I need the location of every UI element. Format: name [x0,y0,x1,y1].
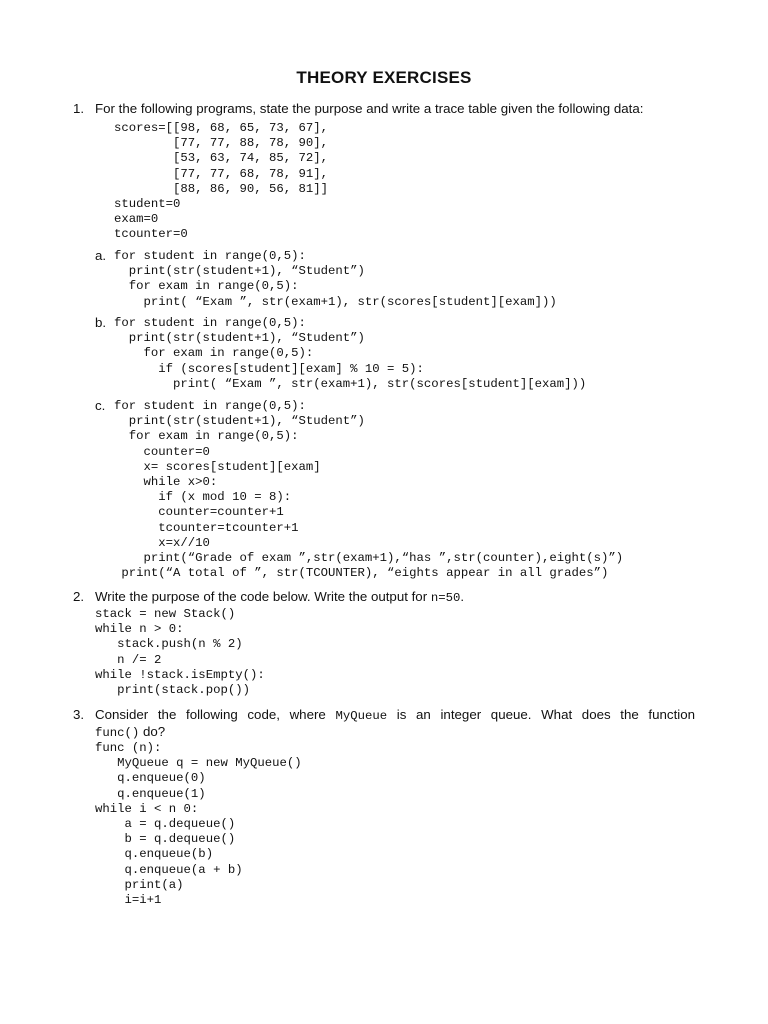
question-3-prompt-line-2 [95,724,165,741]
question-1a-label: a. [95,248,107,263]
question-2-period: . [460,589,465,604]
question-3-prompt-after: is an integer queue. What does the function [387,707,696,722]
question-1c-label: c. [95,398,106,413]
question-1-data-code: scores=[[98, 68, 65, 73, 67], [77, 77, 88, 78, 90], [53, 63, 74, 85, 72], [77, 77, 68, 78, 91], [88, 86, 90, 56, 81]] student=0 exam=0 tcounter=0 [114,121,329,242]
question-1-prompt: For the following programs, state the purpose and write a trace table given the following data: [95,101,644,116]
question-2-n-value: n=50 [430,591,461,605]
page-title: THEORY EXERCISES [296,68,472,87]
question-3-prompt-before: Consider the following code, where [95,707,336,722]
question-1b-code: for student in range(0,5): print(str(student+1), “Student”) for exam in range(0,5): if (scores[student][exam] % 10 = 5): print( “Exam ”, str(exam+1), str(scores[student][exam])) [114,316,587,391]
question-1a-code: for student in range(0,5): print(str(student+1), “Student”) for exam in range(0,5): print( “Exam ”, str(exam+1), str(scores[student][exam])) [114,249,557,309]
question-2-prompt: Write the purpose of the code below. Write the output for [95,589,431,604]
question-3-prompt-line [95,707,695,724]
question-3-func-name: func() [95,726,140,740]
question-1c-code: for student in range(0,5): print(str(student+1), “Student”) for exam in range(0,5): counter=0 x= scores[student][exam] while x>0: if (x mod 10 = 8): counter=counter+1 tcounter=tcounter+1 x=x//10 print(“Grade of exam ”,str(exam+1),“has ”,str(counter),eight(s)”) print(“A total of ”, str(TCOUNTER), “eights appear in all grades”) [114,399,624,581]
question-3-prompt-end: do? [139,724,166,739]
question-3-number: 3. [73,707,85,722]
question-2-number: 2. [73,589,85,604]
question-2-code: stack = new Stack() while n > 0: stack.push(n % 2) n /= 2 while !stack.isEmpty(): print(stack.pop()) [95,607,265,698]
question-3-queue-name: MyQueue [335,709,388,723]
question-1-number: 1. [73,101,85,116]
question-3-code: func (n): MyQueue q = new MyQueue() q.enqueue(0) q.enqueue(1) while i < n 0: a = q.dequeue() b = q.dequeue() q.enqueue(b) q.enqueue(a + b) print(a) i=i+1 [95,741,302,908]
question-1b-label: b. [95,315,107,330]
question-2-prompt-line [95,589,464,606]
